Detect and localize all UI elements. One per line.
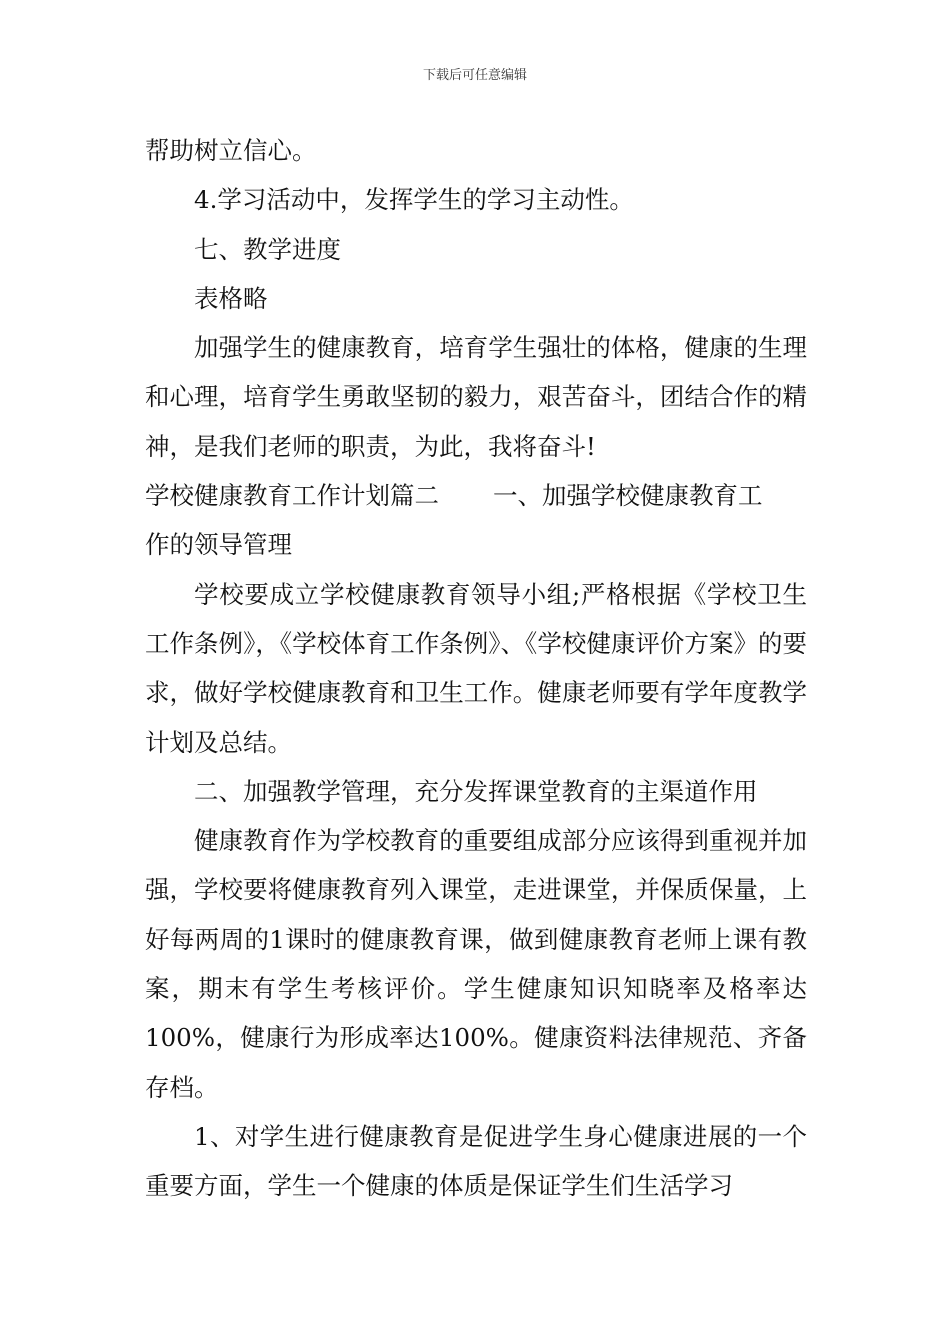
article-heading [145,471,807,520]
document-body [145,126,807,1211]
paragraph: 健康教育作为学校教育的重要组成部分应该得到重视并加强，学校要将健康教育列入课堂，走进课堂，并保质保量，上好每两周的1课时的健康教育课，做到健康教育老师上课有教案，期末有学生考核评价。学生健康知识知晓率及格率达100%，健康行为形成率达100%。健康资料法律规范、齐备存档。 [145,826,807,1102]
article-title: 学校健康教育工作计划篇二 [145,481,439,511]
paragraph: 学校要成立学校健康教育领导小组;严格根据《学校卫生工作条例》，《学校体育工作条例》、《学校健康评价方案》的要求，做好学校健康教育和卫生工作。健康老师要有学年度教学计划及总结。 [145,579,807,757]
paragraph: 帮助树立信心。 [145,136,317,165]
paragraph: 加强学生的健康教育，培育学生强壮的体格，健康的生理和心理，培育学生勇敢坚韧的毅力，艰苦奋斗，团结合作的精神，是我们老师的职责，为此，我将奋斗! [145,333,807,461]
section-heading: 七、教学进度 [194,234,341,264]
paragraph: 1、对学生进行健康教育是促进学生身心健康进展的一个重要方面，学生一个健康的体质是保证学生们生活学习 [145,1121,807,1201]
article-subheading-start: 一、加强学校健康教育工 [493,481,763,511]
section-heading: 二、加强教学管理，充分发挥课堂教育的主渠道作用 [194,776,758,806]
article-subheading-end: 作的领导管理 [145,530,292,560]
page-header: 下载后可任意编辑 [422,68,527,83]
paragraph: 表格略 [194,283,268,313]
paragraph: 4.学习活动中，发挥学生的学习主动性。 [194,185,634,215]
